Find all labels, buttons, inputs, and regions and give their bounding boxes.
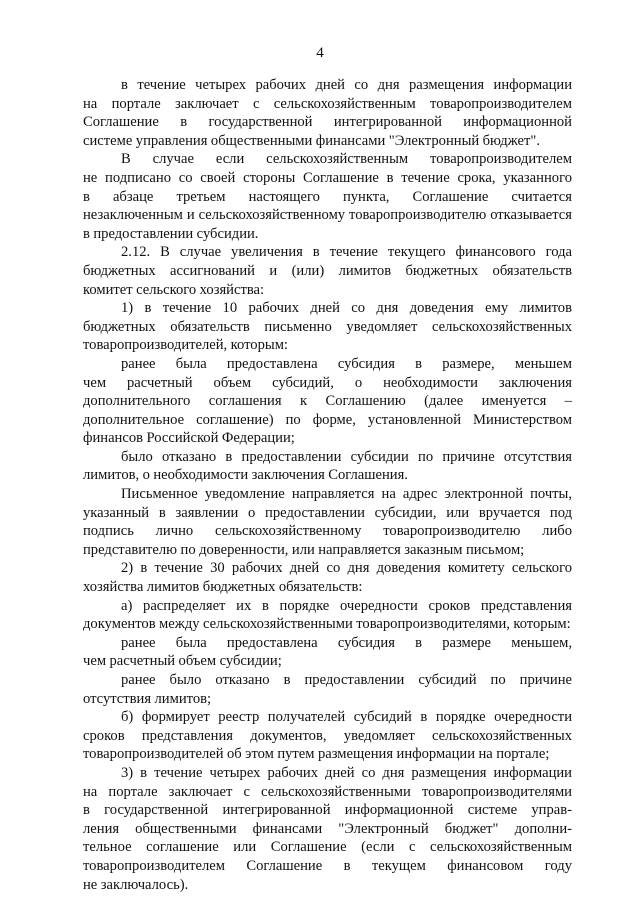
paragraph-line: в течение четырех рабочих дней со дня размещения информации bbox=[121, 77, 572, 93]
paragraph-line: не подписано со своей стороны Соглашение в течение срока, указанного bbox=[83, 169, 572, 186]
paragraph-line: 3) в течение четырех рабочих дней со дня размещения информации bbox=[121, 764, 572, 781]
paragraph-line: в абзаце третьем настоящего пункта, Соглашение считается bbox=[83, 188, 572, 205]
paragraph-line: бюджетных обязательств письменно уведомляет сельскохозяйственных bbox=[83, 318, 572, 335]
paragraph-line: ления общественными финансами "Электронный бюджет" дополни- bbox=[83, 820, 572, 837]
paragraph-line: ранее была предоставлена субсидия в размере, меньшем bbox=[121, 355, 572, 372]
paragraph-line: бюджетных ассигнований и (или) лимитов бюджетных обязательств bbox=[83, 262, 572, 279]
paragraph-line: б) формирует реестр получателей субсидий в порядке очередности bbox=[121, 709, 572, 726]
paragraph-line: подпись лично сельскохозяйственному товаропроизводителю либо bbox=[83, 523, 572, 540]
paragraph-line: товаропроизводителей об этом путем размещения информации на портале; bbox=[83, 746, 550, 763]
paragraph-line: 2.12. В случае увеличения в течение текущего финансового года bbox=[121, 244, 572, 261]
document-body bbox=[83, 76, 572, 894]
paragraph-line: документов между сельскохозяйственными товаропроизводителями, которым: bbox=[83, 616, 571, 633]
paragraph-line: хозяйства лимитов бюджетных обязательств: bbox=[83, 579, 363, 596]
paragraph-line: незаключенным и сельскохозяйственному товаропроизводителю отказывается bbox=[83, 207, 572, 224]
paragraph-line: системе управления общественными финансами "Электронный бюджет". bbox=[83, 132, 540, 149]
paragraph-line: комитет сельского хозяйства: bbox=[83, 281, 265, 298]
paragraph-line: в предоставлении субсидии. bbox=[83, 225, 259, 242]
paragraph-line: товаропроизводителей, которым: bbox=[83, 337, 288, 354]
paragraph-line: а) распределяет их в порядке очередности сроков представления bbox=[121, 597, 572, 614]
paragraph-line: Соглашение в государственной интегрированной информационной bbox=[83, 114, 572, 131]
paragraph-line: на портале заключает с сельскохозяйственным товаропроизводителем bbox=[83, 95, 572, 112]
paragraph-line: не заключалось). bbox=[83, 876, 189, 893]
paragraph-line: ранее была предоставлена субсидия в размере меньшем, bbox=[121, 634, 572, 651]
paragraph-line: ранее было отказано в предоставлении субсидий по причине bbox=[121, 672, 572, 688]
paragraph-line: сроков представления документов, уведомляет сельскохозяйственных bbox=[83, 727, 572, 744]
paragraph-line: товаропроизводителем Соглашение в текущем финансовом году bbox=[83, 857, 572, 874]
paragraph-line: чем расчетный объем субсидий, о необходимости заключения bbox=[83, 374, 572, 391]
paragraph-line: в государственной интегрированной информационной системе управ- bbox=[83, 802, 572, 819]
paragraph-line: 2) в течение 30 рабочих дней со дня доведения комитету сельского bbox=[121, 560, 572, 577]
paragraph-line: тельное соглашение или Соглашение (если с сельскохозяйственным bbox=[83, 839, 572, 856]
paragraph-line: дополнительного соглашения к Соглашению (далее именуется – bbox=[83, 393, 572, 410]
paragraph-line: отсутствия лимитов; bbox=[83, 690, 212, 707]
paragraph-line: представителю по доверенности, или направляется заказным письмом; bbox=[83, 541, 525, 558]
paragraph-line: лимитов, о необходимости заключения Соглашения. bbox=[83, 467, 408, 484]
paragraph-line: дополнительное соглашение) по форме, установленной Министерством bbox=[83, 411, 572, 428]
paragraph-line: Письменное уведомление направляется на адрес электронной почты, bbox=[121, 486, 572, 503]
paragraph-line: В случае если сельскохозяйственным товаропроизводителем bbox=[121, 151, 572, 168]
paragraph-line: чем расчетный объем субсидии; bbox=[83, 653, 282, 670]
paragraph-line: финансов Российской Федерации; bbox=[83, 430, 295, 447]
paragraph-line: было отказано в предоставлении субсидии по причине отсутствия bbox=[121, 448, 572, 465]
paragraph-line: указанный в заявлении о предоставлении субсидии, или вручается под bbox=[83, 504, 572, 521]
paragraph-line: на портале заключает с сельскохозяйственными товаропроизводителями bbox=[83, 783, 572, 800]
paragraph-line: 1) в течение 10 рабочих дней со дня доведения ему лимитов bbox=[121, 300, 572, 317]
page-number: 4 bbox=[316, 45, 324, 61]
